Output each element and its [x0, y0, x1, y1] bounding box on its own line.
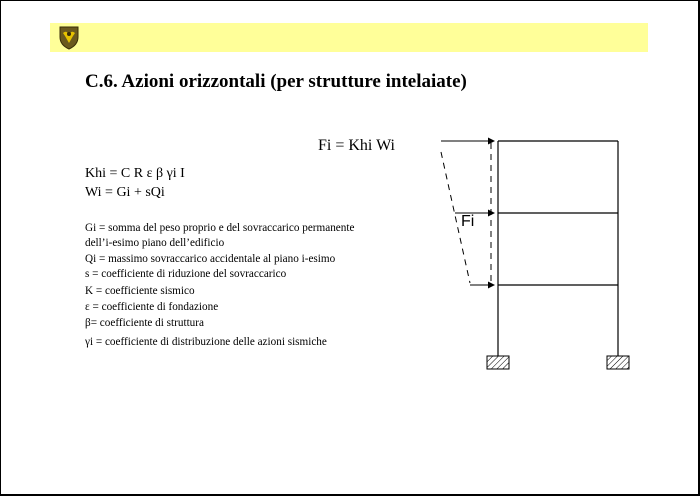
definition-beta: β= coefficiente di struttura	[85, 317, 204, 329]
definition-epsilon: ε = coefficiente di fondazione	[85, 301, 219, 313]
slide-title: C.6. Azioni orizzontali (per strutture intelaiate)	[85, 71, 467, 92]
right-foundation	[607, 356, 629, 369]
definition-s: s = coefficiente di riduzione del sovraccarico	[85, 268, 287, 280]
left-foundation	[487, 356, 509, 369]
force-label: Fi	[461, 213, 475, 230]
definition-k: K = coefficiente sismico	[85, 285, 195, 297]
wi-formula: Wi = Gi + sQi	[85, 185, 165, 200]
definition-gi: Gi = somma del peso proprio e del sovraccarico permanente	[85, 222, 355, 234]
definition-qi: Qi = massimo sovraccarico accidentale al piano i-esimo	[85, 253, 336, 265]
definition-gi-continued: dell’i-esimo piano dell’edificio	[85, 237, 225, 249]
khi-formula: Khi = C R ε β γi I	[85, 166, 185, 181]
definition-gamma: γi = coefficiente di distribuzione delle azioni sismiche	[85, 336, 327, 348]
force-formula: Fi = Khi Wi	[318, 137, 395, 154]
